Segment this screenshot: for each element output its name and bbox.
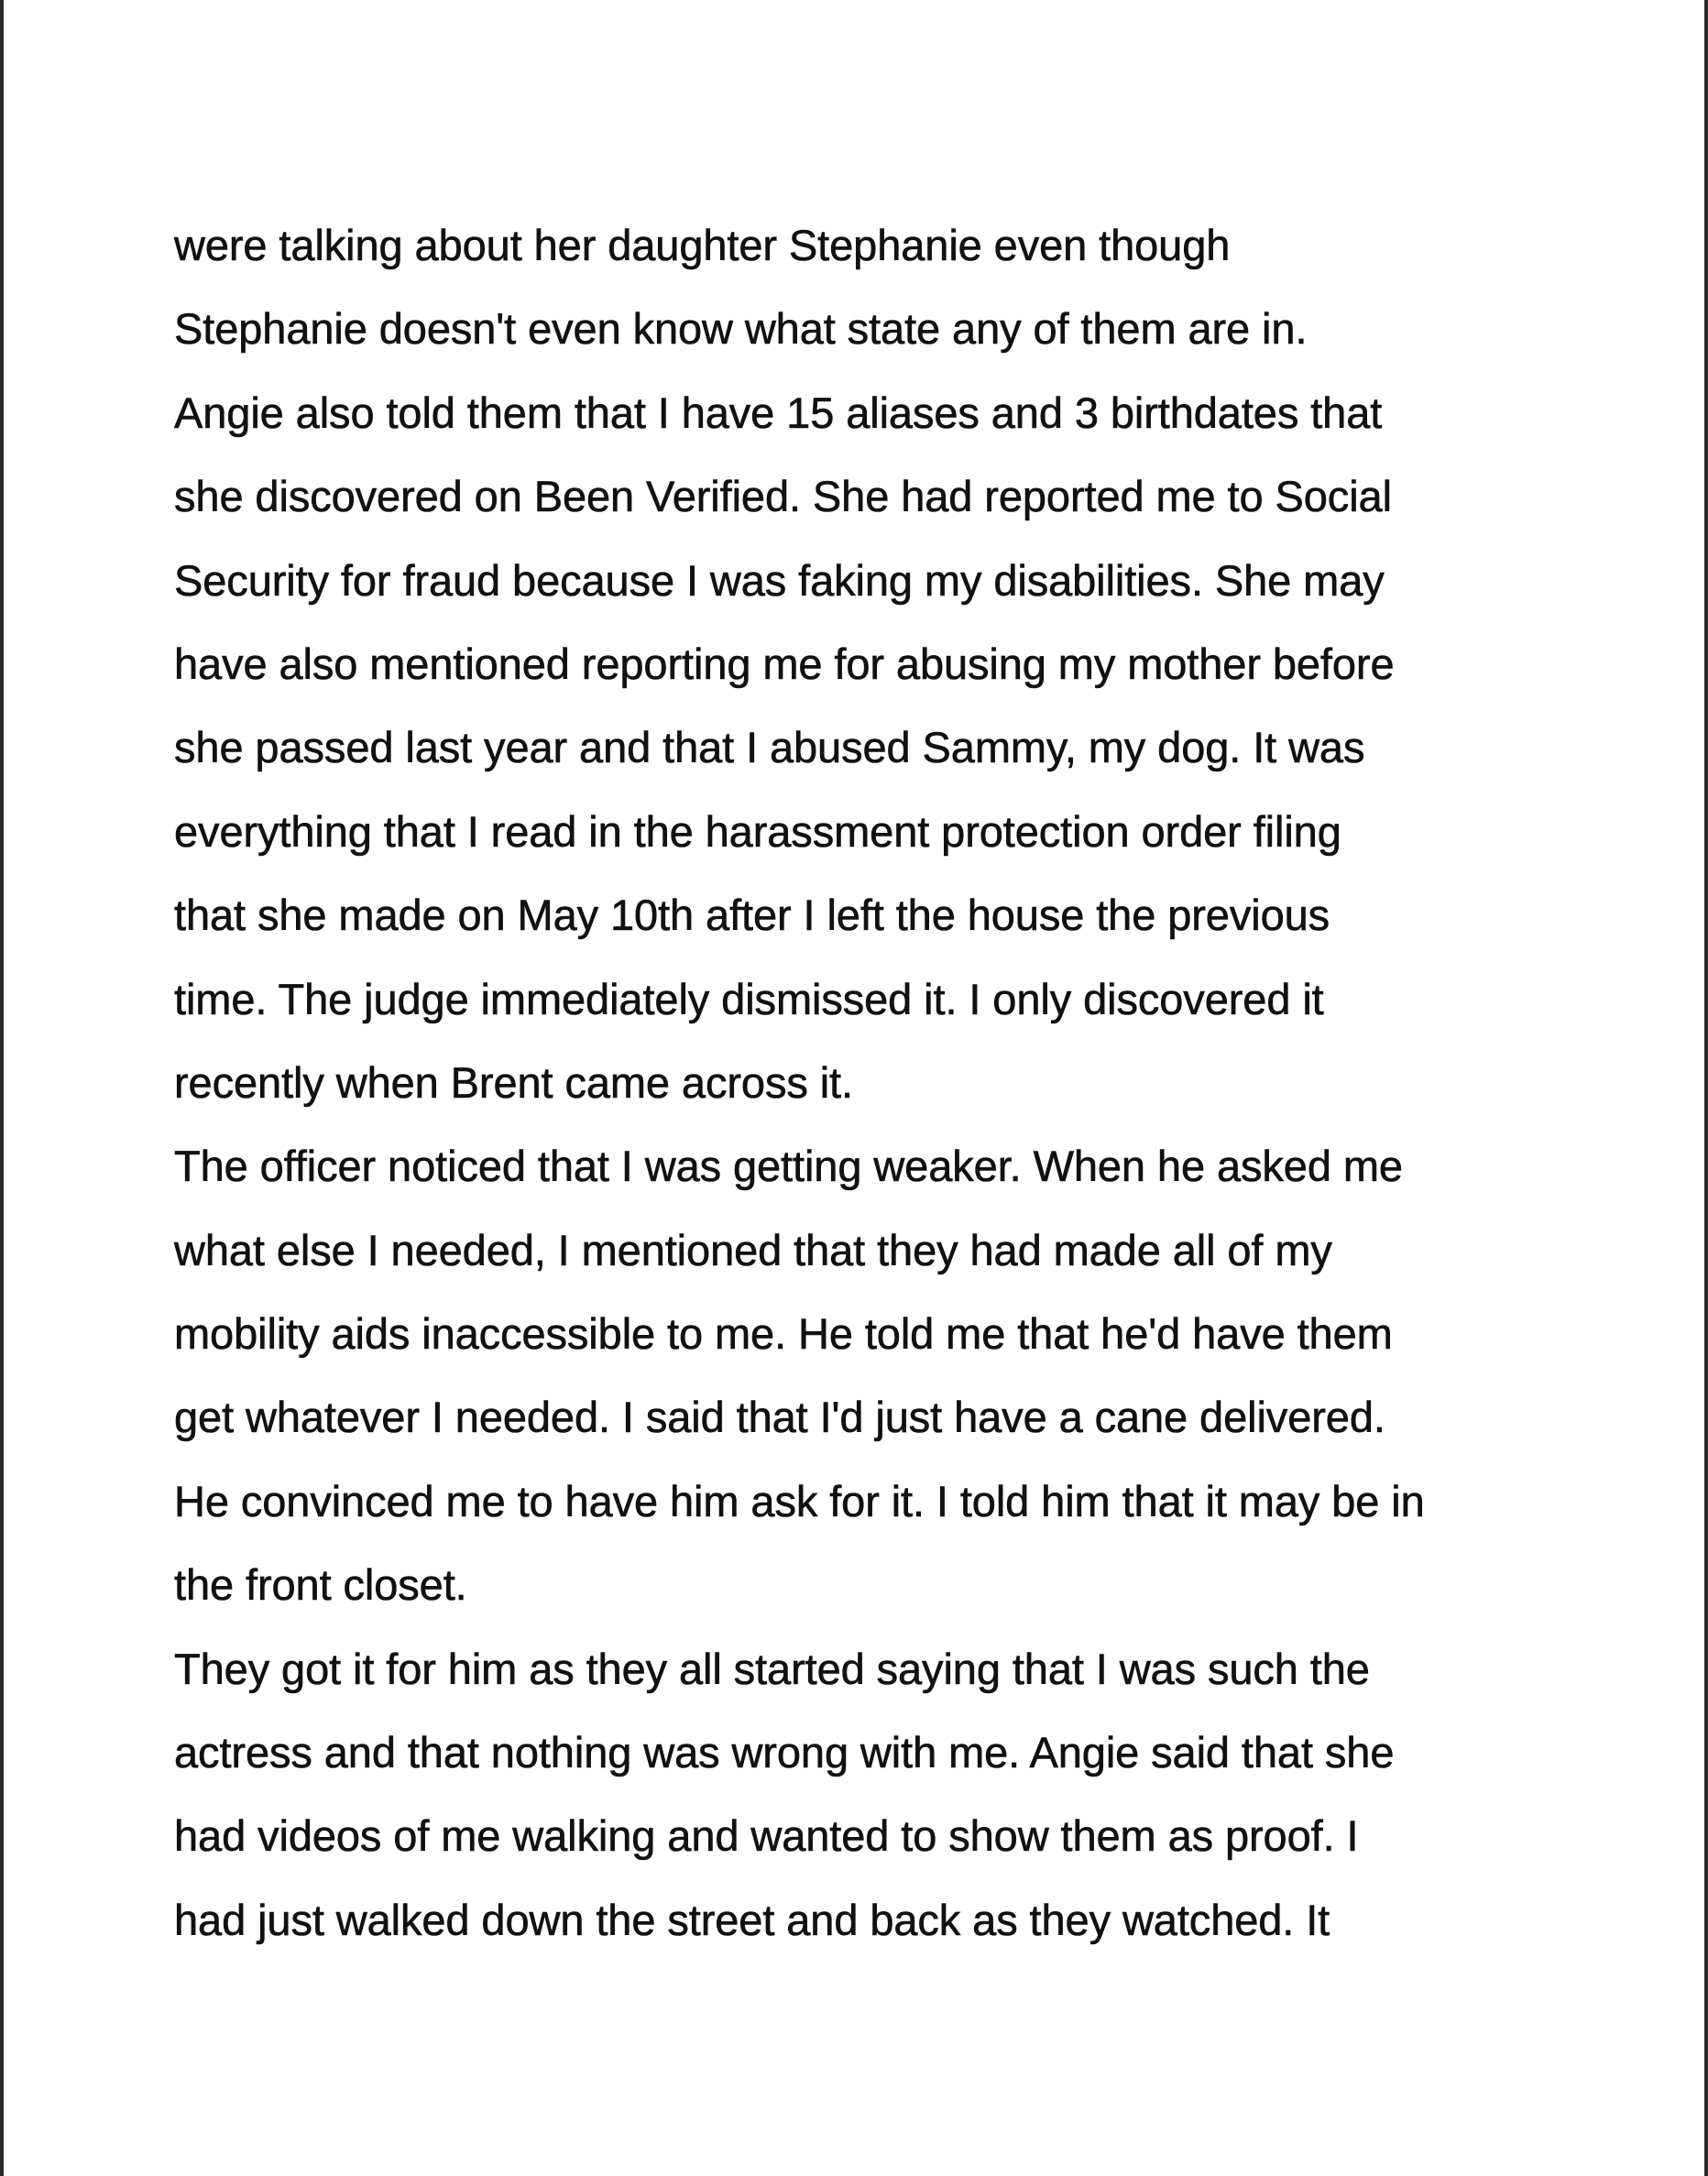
scan-border-left (0, 0, 4, 2176)
text-line: They got it for him as they all started saying that I was such the (174, 1644, 1370, 1693)
text-line: she discovered on Been Verified. She had reported me to Social (174, 472, 1392, 521)
text-line: actress and that nothing was wrong with me. Angie said that she (174, 1728, 1395, 1777)
text-line: were talking about her daughter Stephanie even though (174, 221, 1231, 269)
text-line: get whatever I needed. I said that I'd just have a cane delivered. (174, 1393, 1385, 1442)
text-line: Stephanie doesn't even know what state any of them are in. (174, 304, 1308, 354)
text-line: had just walked down the street and back as they watched. It (174, 1895, 1330, 1944)
text-line: she passed last year and that I abused Sammy, my dog. It was (174, 723, 1365, 772)
text-line: Security for fraud because I was faking my disabilities. She may (174, 555, 1385, 605)
text-line: recently when Brent came across it. (174, 1057, 853, 1107)
text-line: the front closet. (174, 1560, 467, 1610)
text-line: what else I needed, I mentioned that they had made all of my (174, 1225, 1332, 1274)
text-line: have also mentioned reporting me for abusing my mother before (174, 639, 1395, 688)
scan-border-right (1704, 0, 1708, 2176)
text-line: everything that I read in the harassment protection order filing (174, 806, 1341, 856)
body-text (174, 203, 1604, 1962)
text-line: He convinced me to have him ask for it. I told him that it may be in (174, 1476, 1425, 1525)
text-line: that she made on May 10th after I left the house the previous (174, 891, 1330, 940)
text-line: mobility aids inaccessible to me. He told me that he'd have them (174, 1309, 1393, 1359)
text-line: had videos of me walking and wanted to show them as proof. I (174, 1811, 1359, 1861)
text-line: The officer noticed that I was getting weaker. When he asked me (174, 1142, 1403, 1191)
text-line: Angie also told them that I have 15 aliases and 3 birthdates that (174, 388, 1383, 437)
text-line: time. The judge immediately dismissed it. I only discovered it (174, 974, 1324, 1023)
